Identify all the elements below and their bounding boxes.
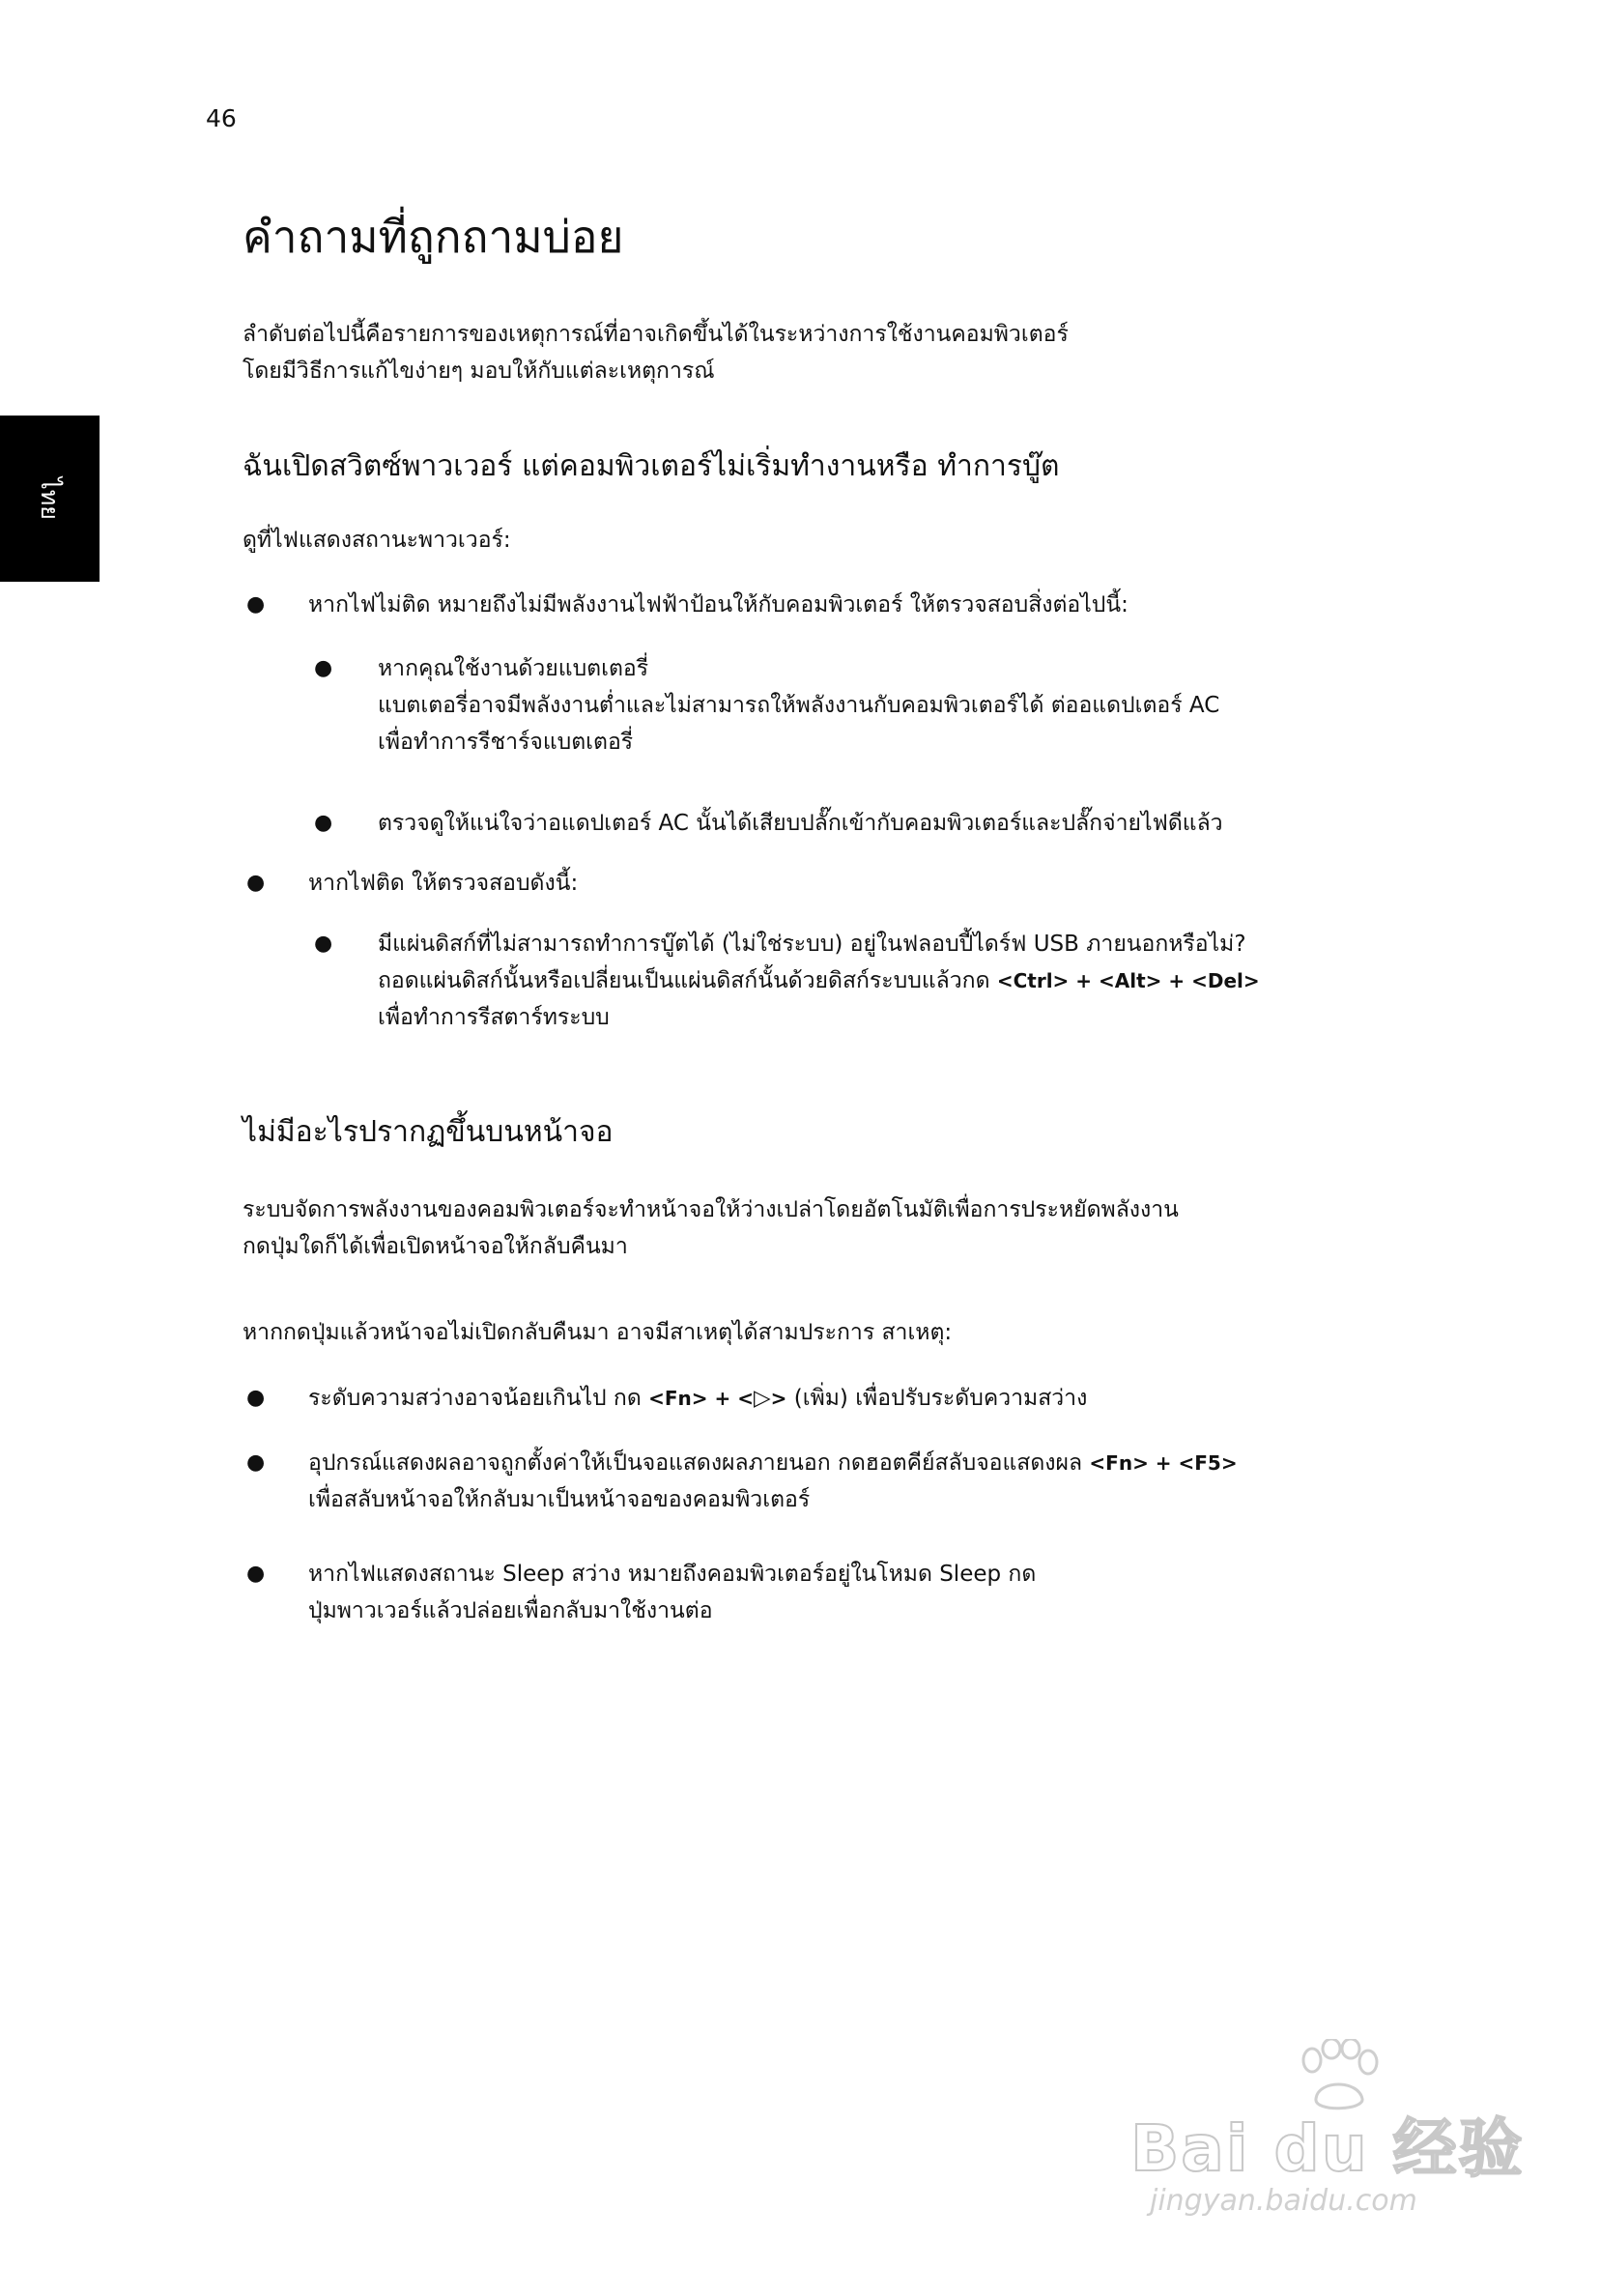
intro-line: ลำดับต่อไปนี้คือรายการของเหตุการณ์ที่อาจเกิดขึ้นได้ในระหว่างการใช้งานคอมพิวเตอร์ [243, 322, 1069, 347]
list-item [243, 926, 1260, 1036]
list-item-text: หากไฟไม่ติด หมายถึงไม่มีพลังงานไฟฟ้าป้อนให้กับคอมพิวเตอร์ ให้ตรวจสอบสิ่งต่อไปนี้: [308, 592, 1129, 617]
bullet-icon: ● [246, 1562, 266, 1586]
bullet-icon: ● [314, 932, 333, 956]
list-item-text: หากไฟติด ให้ตรวจสอบดังนี้: [308, 871, 579, 896]
section-lead: ดูที่ไฟแสดงสถานะพาวเวอร์: [243, 528, 511, 553]
list-item-text: ตรวจดูให้แน่ใจว่าอแดปเตอร์ AC นั้นได้เสียบปลั๊กเข้ากับคอมพิวเตอร์และปลั๊กจ่ายไฟดีแล้ว [378, 811, 1223, 836]
bullet-icon: ● [246, 1450, 266, 1475]
list-item-text: ปุ่มพาวเวอร์แล้วปล่อยเพื่อกลับมาใช้งานต่อ [308, 1598, 713, 1623]
list-item [243, 865, 578, 902]
list-item-text: แบตเตอรี่อาจมีพลังงานต่ำและไม่สามารถให้พลังงานกับคอมพิวเตอร์ได้ ต่ออแดปเตอร์ AC [378, 693, 1220, 718]
list-item-text: เพื่อทำการรีสตาร์ทระบบ [378, 1005, 610, 1030]
list-item-text: อุปกรณ์แสดงผลอาจถูกตั้งค่าให้เป็นจอแสดงผลภายนอก กดฮอตคีย์สลับจอแสดงผล [308, 1450, 1083, 1476]
keyboard-shortcut: <Ctrl> + <Alt> + <Del> [996, 969, 1260, 992]
list-item-text: หากคุณใช้งานด้วยแบตเตอรี่ [378, 656, 649, 681]
bullet-icon: ● [246, 871, 266, 895]
list-item [243, 587, 1129, 623]
list-item-text: (เพิ่ม) เพื่อปรับระดับความสว่าง [793, 1386, 1088, 1411]
keyboard-shortcut: > [770, 1387, 787, 1410]
list-item-text: ถอดแผ่นดิสก์นั้นหรือเปลี่ยนเป็นแผ่นดิสก์นั้นด้วยดิสก์ระบบแล้วกด [378, 968, 990, 993]
list-item [243, 1556, 1036, 1629]
language-tab [0, 416, 100, 582]
list-item [243, 650, 1219, 761]
list-item [243, 1445, 1238, 1518]
keyboard-shortcut: <Fn> + < [648, 1387, 754, 1410]
baidu-watermark [1130, 2039, 1525, 2223]
watermark-brand: Bai du 经验 [1130, 2111, 1525, 2186]
list-item [243, 1380, 1087, 1417]
language-tab-label: ไทย [36, 477, 64, 520]
paragraph-line: กดปุ่มใดก็ได้เพื่อเปิดหน้าจอให้กลับคืนมา [243, 1234, 628, 1259]
keyboard-shortcut: <Fn> + <F5> [1089, 1451, 1238, 1475]
list-item-text: ระดับความสว่างอาจน้อยเกินไป กด [308, 1386, 642, 1411]
list-item-text: หากไฟแสดงสถานะ Sleep สว่าง หมายถึงคอมพิวเตอร์อยู่ในโหมด Sleep กด [308, 1562, 1037, 1587]
list-item-text: เพื่อทำการรีชาร์จแบตเตอรี่ [378, 730, 634, 755]
section-heading: ไม่มีอะไรปรากฏขึ้นบนหน้าจอ [243, 1115, 614, 1149]
section-paragraph [243, 1191, 1179, 1265]
intro-line: โดยมีวิธีการแก้ไขง่ายๆ มอบให้กับแต่ละเหตุการณ์ [243, 359, 715, 384]
list-item [243, 805, 1223, 842]
list-item-text: มีแผ่นดิสก์ที่ไม่สามารถทำการบู๊ตได้ (ไม่ใช่ระบบ) อยู่ในฟลอบปี้ไดร์ฟ USB ภายนอกหรือไม่? [378, 932, 1246, 957]
section-heading: ฉันเปิดสวิตซ์พาวเวอร์ แต่คอมพิวเตอร์ไม่เริ่มทำงานหรือ ทำการบู๊ต [243, 449, 1060, 483]
triangle-right-icon: ▷ [753, 1386, 771, 1411]
bullet-icon: ● [314, 656, 333, 680]
bullet-icon: ● [246, 592, 266, 617]
list-item-text: เพื่อสลับหน้าจอให้กลับมาเป็นหน้าจอของคอมพิวเตอร์ [308, 1487, 811, 1512]
page-number: 46 [206, 104, 237, 132]
page-title: คำถามที่ถูกถามบ่อย [243, 211, 624, 263]
intro-paragraph [243, 316, 1069, 389]
bullet-icon: ● [314, 811, 333, 835]
section-paragraph: หากกดปุ่มแล้วหน้าจอไม่เปิดกลับคืนมา อาจมีสาเหตุได้สามประการ สาเหตุ: [243, 1320, 953, 1345]
paragraph-line: ระบบจัดการพลังงานของคอมพิวเตอร์จะทำหน้าจอให้ว่างเปล่าโดยอัตโนมัติเพื่อการประหยัดพลังงาน [243, 1197, 1179, 1222]
watermark-url: jingyan.baidu.com [1150, 2184, 1417, 2218]
bullet-icon: ● [246, 1386, 266, 1410]
